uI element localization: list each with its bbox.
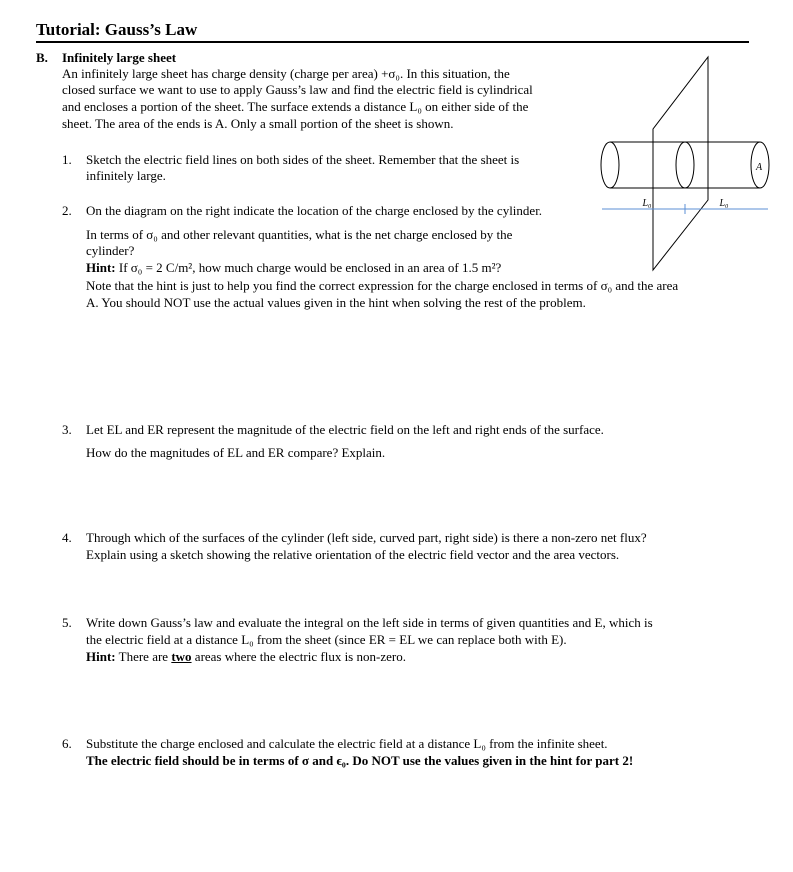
area-label: A (755, 162, 763, 173)
q1-line-1: Sketch the electric field lines on both sides of the sheet. Remember that the sheet is (86, 152, 520, 167)
gauss-cylinder-diagram (590, 52, 780, 274)
title-rule (36, 41, 749, 43)
q2-line-1: On the diagram on the right indicate the location of the charge enclosed by the cylinder. (86, 203, 543, 218)
q5-hint-pre: There are (115, 649, 172, 664)
q5-line-2: the electric field at a distance L₀ from the sheet (since ER = EL we can replace both with E). (86, 632, 567, 647)
length-label-left: L₀ (642, 198, 652, 209)
q2-hint-text: If σ₀ = 2 C/m², how much charge would be enclosed in an area of 1.5 m²? (115, 260, 502, 275)
q5-hint-post: areas where the electric flux is non-zero. (191, 649, 406, 664)
q5-line-1: Write down Gauss’s law and evaluate the integral on the left side in terms of given quantities and E, which is (86, 615, 653, 630)
charged-sheet (653, 57, 708, 270)
q2-note-1: Note that the hint is just to help you find the correct expression for the charge enclosed in terms of σ₀ and the area (86, 278, 679, 293)
q2-note-2: A. You should NOT use the actual values given in the hint when solving the rest of the problem. (86, 295, 586, 310)
q4-line-1: Through which of the surfaces of the cylinder (left side, curved part, right side) is there a non-zero net flux? (86, 530, 647, 545)
q2-number: 2. (62, 203, 72, 218)
q6-number: 6. (62, 736, 72, 751)
q5-hint-emph: two (171, 649, 192, 664)
cylinder-left-end (601, 142, 619, 188)
cylinder-middle-section (676, 142, 685, 188)
section-letter: B. (36, 50, 48, 65)
q4-number: 4. (62, 530, 72, 545)
q5-number: 5. (62, 615, 72, 630)
q5-hint (86, 649, 406, 665)
intro-line-2: closed surface we want to use to apply Gauss’s law and find the electric field is cylindrical (62, 82, 533, 97)
q6-line-2: The electric field should be in terms of σ and ϵ₀. Do NOT use the values given in the hint for part 2! (86, 753, 634, 768)
q3-number: 3. (62, 422, 72, 437)
page-title: Tutorial: Gauss’s Law (36, 20, 198, 39)
q3-line-1: Let EL and ER represent the magnitude of the electric field on the left and right ends of the surface. (86, 422, 604, 437)
q5-hint-label: Hint: (86, 649, 116, 664)
intro-line-3: and encloses a portion of the sheet. The surface extends a distance L₀ on either side of the (62, 99, 529, 114)
q2-hint (86, 260, 501, 276)
intro-line-4: sheet. The area of the ends is A. Only a small portion of the sheet is shown. (62, 116, 454, 131)
q3-line-2: How do the magnitudes of EL and ER compare? Explain. (86, 445, 386, 460)
q1-line-2: infinitely large. (86, 168, 166, 183)
q2-line-3: cylinder? (86, 243, 135, 258)
q1-number: 1. (62, 152, 72, 167)
q2-hint-label: Hint: (86, 260, 116, 275)
q4-line-2: Explain using a sketch showing the relative orientation of the electric field vector and the area vectors. (86, 547, 620, 562)
section-heading (36, 50, 176, 66)
q2-line-2: In terms of σ₀ and other relevant quantities, what is the net charge enclosed by the (86, 227, 513, 242)
length-label-right: L₀ (719, 198, 729, 209)
q6-line-1: Substitute the charge enclosed and calculate the electric field at a distance L₀ from the infinite sheet. (86, 736, 608, 751)
section-title: Infinitely large sheet (62, 50, 177, 65)
intro-line-1: An infinitely large sheet has charge density (charge per area) +σ₀. In this situation, the (62, 66, 510, 81)
